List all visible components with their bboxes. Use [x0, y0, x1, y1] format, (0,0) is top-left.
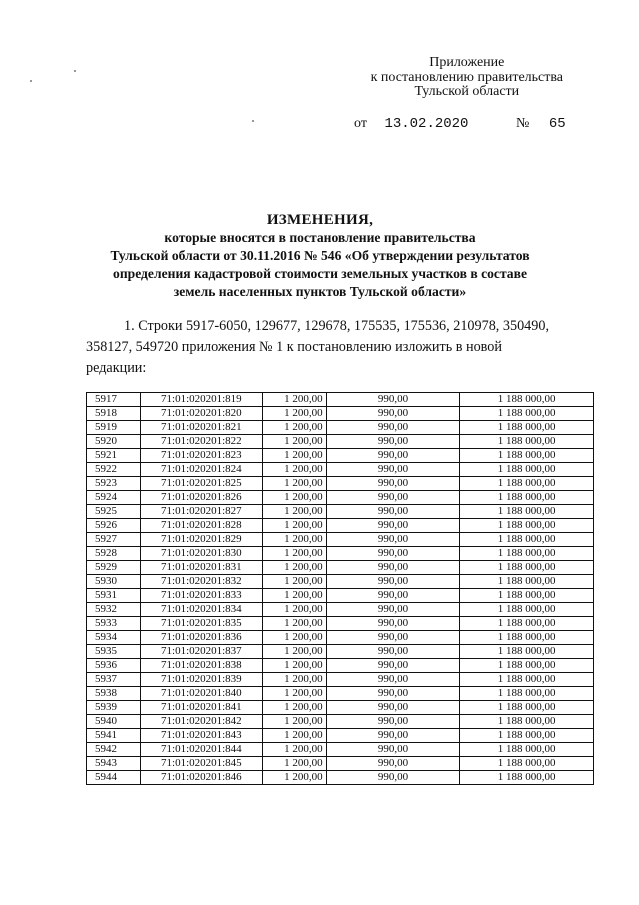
row-number-cell: 5938 — [87, 687, 141, 701]
date-prefix: от — [354, 116, 367, 131]
cadastral-value-cell: 1 188 000,00 — [460, 715, 594, 729]
area-cell: 1 200,00 — [262, 673, 326, 687]
row-number-cell: 5940 — [87, 715, 141, 729]
cadastral-value-cell: 1 188 000,00 — [460, 421, 594, 435]
area-cell: 1 200,00 — [262, 463, 326, 477]
table-row — [87, 715, 594, 729]
paragraph-line: редакции: — [86, 360, 147, 376]
specific-value-cell: 990,00 — [326, 659, 460, 673]
specific-value-cell: 990,00 — [326, 393, 460, 407]
specific-value-cell: 990,00 — [326, 421, 460, 435]
document-date: 13.02.2020 — [384, 116, 469, 132]
appendix-line: Приложение — [429, 55, 505, 70]
specific-value-cell: 990,00 — [326, 603, 460, 617]
row-number-cell: 5919 — [87, 421, 141, 435]
table-row — [87, 435, 594, 449]
specific-value-cell: 990,00 — [326, 449, 460, 463]
specific-value-cell: 990,00 — [326, 715, 460, 729]
specific-value-cell: 990,00 — [326, 743, 460, 757]
appendix-line: Тульской области — [414, 84, 520, 99]
cadastral-number-cell: 71:01:020201:832 — [140, 575, 262, 589]
area-cell: 1 200,00 — [262, 659, 326, 673]
cadastral-number-cell: 71:01:020201:842 — [140, 715, 262, 729]
area-cell: 1 200,00 — [262, 575, 326, 589]
table-row — [87, 673, 594, 687]
cadastral-number-cell: 71:01:020201:821 — [140, 421, 262, 435]
title-line: Тульской области от 30.11.2016 № 546 «Об утверждении результатов — [110, 248, 530, 263]
scan-speck — [252, 120, 254, 122]
specific-value-cell: 990,00 — [326, 463, 460, 477]
area-cell: 1 200,00 — [262, 701, 326, 715]
row-number-cell: 5927 — [87, 533, 141, 547]
cadastral-value-cell: 1 188 000,00 — [460, 687, 594, 701]
table-row — [87, 631, 594, 645]
table-row — [87, 421, 594, 435]
table-row — [87, 519, 594, 533]
row-number-cell: 5944 — [87, 771, 141, 785]
table-row — [87, 687, 594, 701]
area-cell: 1 200,00 — [262, 421, 326, 435]
row-number-cell: 5932 — [87, 603, 141, 617]
cadastral-number-cell: 71:01:020201:826 — [140, 491, 262, 505]
specific-value-cell: 990,00 — [326, 407, 460, 421]
area-cell: 1 200,00 — [262, 603, 326, 617]
table-row — [87, 659, 594, 673]
specific-value-cell: 990,00 — [326, 491, 460, 505]
title-line: определения кадастровой стоимости земельных участков в составе — [113, 266, 527, 281]
cadastral-value-cell: 1 188 000,00 — [460, 617, 594, 631]
cadastral-value-cell: 1 188 000,00 — [460, 645, 594, 659]
cadastral-number-cell: 71:01:020201:825 — [140, 477, 262, 491]
cadastral-value-cell: 1 188 000,00 — [460, 477, 594, 491]
cadastral-number-cell: 71:01:020201:840 — [140, 687, 262, 701]
cadastral-value-cell: 1 188 000,00 — [460, 603, 594, 617]
specific-value-cell: 990,00 — [326, 435, 460, 449]
specific-value-cell: 990,00 — [326, 701, 460, 715]
cadastral-value-cell: 1 188 000,00 — [460, 757, 594, 771]
scan-speck — [30, 80, 32, 82]
title-line: земель населенных пунктов Тульской области» — [173, 284, 467, 299]
row-number-cell: 5935 — [87, 645, 141, 659]
specific-value-cell: 990,00 — [326, 575, 460, 589]
specific-value-cell: 990,00 — [326, 589, 460, 603]
row-number-cell: 5937 — [87, 673, 141, 687]
specific-value-cell: 990,00 — [326, 505, 460, 519]
specific-value-cell: 990,00 — [326, 533, 460, 547]
table-row — [87, 407, 594, 421]
cadastral-value-cell: 1 188 000,00 — [460, 407, 594, 421]
cadastral-number-cell: 71:01:020201:841 — [140, 701, 262, 715]
table-row — [87, 729, 594, 743]
area-cell: 1 200,00 — [262, 449, 326, 463]
cadastral-number-cell: 71:01:020201:839 — [140, 673, 262, 687]
table-row — [87, 505, 594, 519]
scan-speck — [74, 70, 76, 72]
table-row — [87, 463, 594, 477]
table-row — [87, 491, 594, 505]
specific-value-cell: 990,00 — [326, 519, 460, 533]
cadastral-number-cell: 71:01:020201:833 — [140, 589, 262, 603]
area-cell: 1 200,00 — [262, 631, 326, 645]
specific-value-cell: 990,00 — [326, 561, 460, 575]
table-row — [87, 589, 594, 603]
cadastral-number-cell: 71:01:020201:846 — [140, 771, 262, 785]
table-row — [87, 575, 594, 589]
area-cell: 1 200,00 — [262, 589, 326, 603]
cadastral-number-cell: 71:01:020201:824 — [140, 463, 262, 477]
cadastral-number-cell: 71:01:020201:819 — [140, 393, 262, 407]
row-number-cell: 5917 — [87, 393, 141, 407]
paragraph-line: 358127, 549720 приложения № 1 к постановлению изложить в новой — [86, 339, 502, 355]
table-row — [87, 757, 594, 771]
cadastral-number-cell: 71:01:020201:834 — [140, 603, 262, 617]
cadastral-value-cell: 1 188 000,00 — [460, 491, 594, 505]
cadastral-value-cell: 1 188 000,00 — [460, 589, 594, 603]
cadastral-value-cell: 1 188 000,00 — [460, 547, 594, 561]
specific-value-cell: 990,00 — [326, 757, 460, 771]
area-cell: 1 200,00 — [262, 561, 326, 575]
area-cell: 1 200,00 — [262, 645, 326, 659]
area-cell: 1 200,00 — [262, 715, 326, 729]
cadastral-value-cell: 1 188 000,00 — [460, 743, 594, 757]
cadastral-value-cell: 1 188 000,00 — [460, 729, 594, 743]
row-number-cell: 5924 — [87, 491, 141, 505]
table-row — [87, 771, 594, 785]
row-number-cell: 5918 — [87, 407, 141, 421]
row-number-cell: 5929 — [87, 561, 141, 575]
cadastral-value-cell: 1 188 000,00 — [460, 561, 594, 575]
specific-value-cell: 990,00 — [326, 617, 460, 631]
cadastral-value-cell: 1 188 000,00 — [460, 659, 594, 673]
row-number-cell: 5930 — [87, 575, 141, 589]
cadastral-number-cell: 71:01:020201:827 — [140, 505, 262, 519]
area-cell: 1 200,00 — [262, 771, 326, 785]
cadastral-number-cell: 71:01:020201:844 — [140, 743, 262, 757]
row-number-cell: 5928 — [87, 547, 141, 561]
row-number-cell: 5943 — [87, 757, 141, 771]
area-cell: 1 200,00 — [262, 477, 326, 491]
cadastral-number-cell: 71:01:020201:835 — [140, 617, 262, 631]
row-number-cell: 5942 — [87, 743, 141, 757]
cadastral-value-cell: 1 188 000,00 — [460, 701, 594, 715]
cadastral-number-cell: 71:01:020201:829 — [140, 533, 262, 547]
specific-value-cell: 990,00 — [326, 771, 460, 785]
cadastral-number-cell: 71:01:020201:822 — [140, 435, 262, 449]
specific-value-cell: 990,00 — [326, 645, 460, 659]
cadastral-number-cell: 71:01:020201:845 — [140, 757, 262, 771]
specific-value-cell: 990,00 — [326, 477, 460, 491]
document-title — [60, 212, 580, 301]
appendix-line: к постановлению правительства — [370, 69, 563, 85]
area-cell: 1 200,00 — [262, 435, 326, 449]
table-body — [87, 393, 594, 785]
cadastral-value-cell: 1 188 000,00 — [460, 631, 594, 645]
specific-value-cell: 990,00 — [326, 687, 460, 701]
cadastral-value-cell: 1 188 000,00 — [460, 435, 594, 449]
specific-value-cell: 990,00 — [326, 547, 460, 561]
title-heading: ИЗМЕНЕНИЯ, — [266, 212, 374, 228]
body-paragraph — [86, 316, 564, 379]
row-number-cell: 5933 — [87, 617, 141, 631]
cadastral-value-cell: 1 188 000,00 — [460, 505, 594, 519]
specific-value-cell: 990,00 — [326, 673, 460, 687]
row-number-cell: 5923 — [87, 477, 141, 491]
cadastral-number-cell: 71:01:020201:843 — [140, 729, 262, 743]
table-row — [87, 743, 594, 757]
cadastral-number-cell: 71:01:020201:823 — [140, 449, 262, 463]
row-number-cell: 5941 — [87, 729, 141, 743]
table-row — [87, 701, 594, 715]
row-number-cell: 5934 — [87, 631, 141, 645]
cadastral-number-cell: 71:01:020201:838 — [140, 659, 262, 673]
row-number-cell: 5926 — [87, 519, 141, 533]
area-cell: 1 200,00 — [262, 407, 326, 421]
table-row — [87, 617, 594, 631]
row-number-cell: 5921 — [87, 449, 141, 463]
area-cell: 1 200,00 — [262, 729, 326, 743]
cadastral-value-cell: 1 188 000,00 — [460, 771, 594, 785]
area-cell: 1 200,00 — [262, 505, 326, 519]
cadastral-value-table — [86, 392, 594, 785]
number-sign: № — [515, 116, 530, 131]
area-cell: 1 200,00 — [262, 617, 326, 631]
cadastral-number-cell: 71:01:020201:830 — [140, 547, 262, 561]
row-number-cell: 5920 — [87, 435, 141, 449]
cadastral-number-cell: 71:01:020201:828 — [140, 519, 262, 533]
paragraph-line: 1. Строки 5917-6050, 129677, 129678, 175535, 175536, 210978, 350490, — [124, 318, 550, 334]
cadastral-value-cell: 1 188 000,00 — [460, 575, 594, 589]
table-row — [87, 477, 594, 491]
row-number-cell: 5925 — [87, 505, 141, 519]
row-number-cell: 5931 — [87, 589, 141, 603]
cadastral-value-cell: 1 188 000,00 — [460, 449, 594, 463]
table-row — [87, 533, 594, 547]
row-number-cell: 5922 — [87, 463, 141, 477]
area-cell: 1 200,00 — [262, 393, 326, 407]
document-number: 65 — [548, 116, 566, 132]
cadastral-value-cell: 1 188 000,00 — [460, 463, 594, 477]
cadastral-number-cell: 71:01:020201:820 — [140, 407, 262, 421]
table-row — [87, 393, 594, 407]
area-cell: 1 200,00 — [262, 533, 326, 547]
area-cell: 1 200,00 — [262, 547, 326, 561]
table-row — [87, 603, 594, 617]
cadastral-value-cell: 1 188 000,00 — [460, 393, 594, 407]
table-row — [87, 561, 594, 575]
table-row — [87, 547, 594, 561]
table-row — [87, 449, 594, 463]
specific-value-cell: 990,00 — [326, 631, 460, 645]
area-cell: 1 200,00 — [262, 687, 326, 701]
cadastral-number-cell: 71:01:020201:836 — [140, 631, 262, 645]
area-cell: 1 200,00 — [262, 491, 326, 505]
row-number-cell: 5936 — [87, 659, 141, 673]
row-number-cell: 5939 — [87, 701, 141, 715]
area-cell: 1 200,00 — [262, 757, 326, 771]
area-cell: 1 200,00 — [262, 519, 326, 533]
registration-line — [354, 116, 566, 132]
area-cell: 1 200,00 — [262, 743, 326, 757]
cadastral-number-cell: 71:01:020201:837 — [140, 645, 262, 659]
appendix-block — [371, 56, 563, 100]
cadastral-value-cell: 1 188 000,00 — [460, 533, 594, 547]
cadastral-value-cell: 1 188 000,00 — [460, 673, 594, 687]
cadastral-number-cell: 71:01:020201:831 — [140, 561, 262, 575]
title-line: которые вносятся в постановление правительства — [164, 230, 476, 245]
cadastral-value-cell: 1 188 000,00 — [460, 519, 594, 533]
table-row — [87, 645, 594, 659]
specific-value-cell: 990,00 — [326, 729, 460, 743]
